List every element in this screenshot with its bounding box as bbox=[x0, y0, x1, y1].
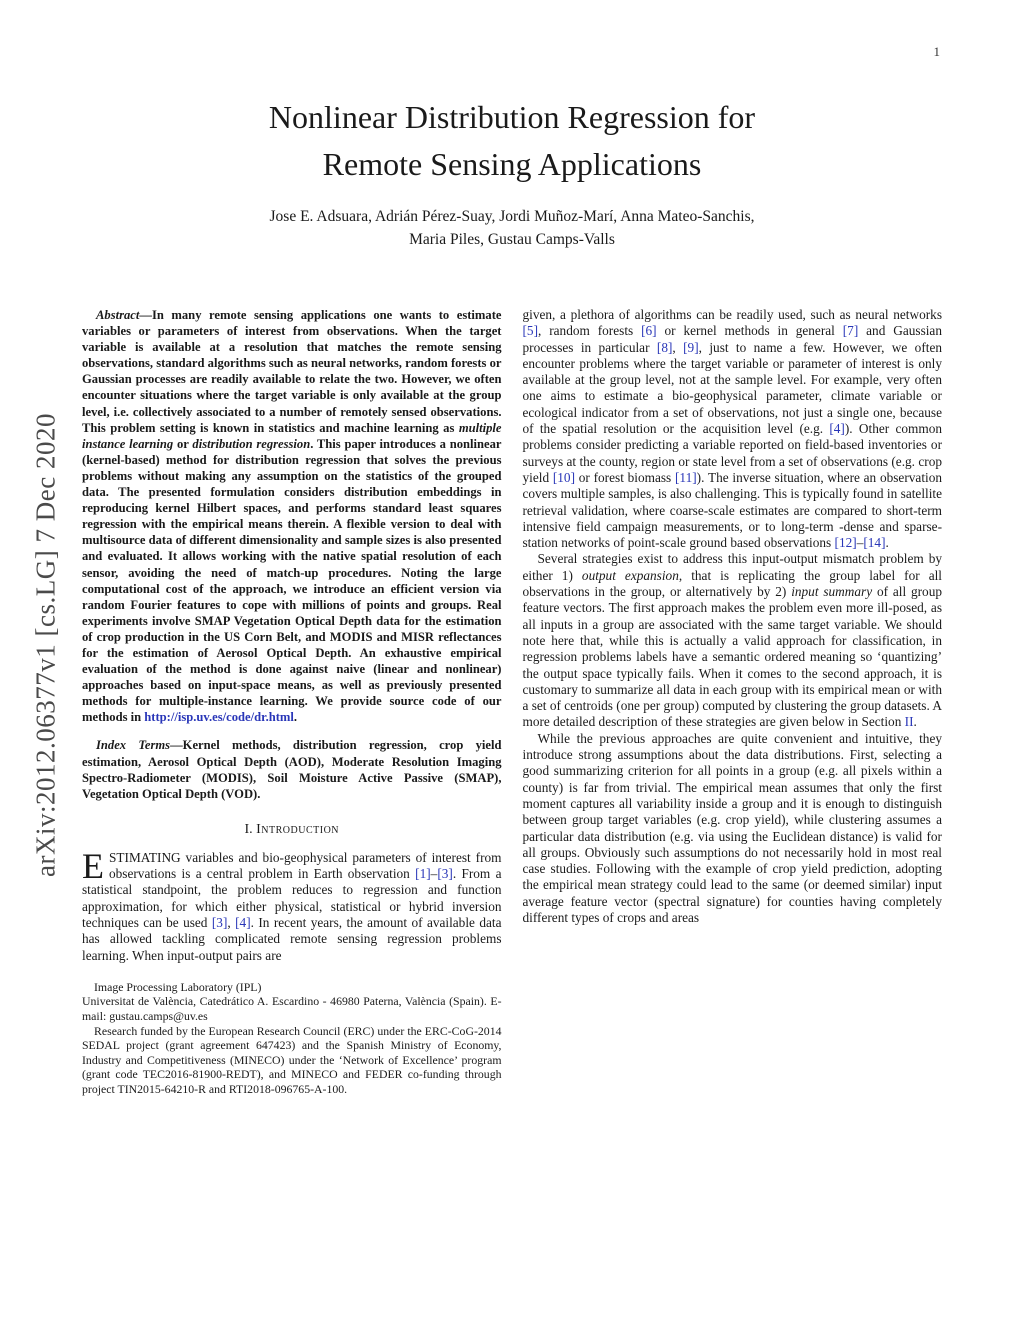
citation-link[interactable]: [1] bbox=[415, 866, 431, 882]
text-segment: , bbox=[672, 339, 684, 355]
text-segment: Abstract bbox=[96, 308, 140, 322]
text-segment: . bbox=[293, 710, 298, 725]
text-segment: and Gaussian processes in particular bbox=[522, 323, 942, 355]
paper-title-line-2: Remote Sensing Applications bbox=[322, 146, 702, 182]
text-segment: given, a plethora of algorithms can be readily used, such as neural networks bbox=[522, 307, 942, 322]
text-segment: input summary bbox=[791, 584, 873, 600]
index-terms-paragraph bbox=[82, 737, 502, 801]
text-segment: . From a statistical standpoint, the problem reduces to regression and function approximation, for which either physical, statistical or hybrid inversion techniques can be used bbox=[82, 866, 502, 930]
text-segment: , random forests bbox=[538, 323, 642, 339]
text-segment: . In recent years, the amount of available data has allowed tackling complicated remote sensing regression problems learning. When input-output pairs are bbox=[82, 915, 502, 963]
paper-title bbox=[0, 0, 1024, 188]
citation-link[interactable]: [3] bbox=[437, 866, 453, 882]
citation-link[interactable]: II bbox=[904, 714, 914, 730]
text-segment: While the previous approaches are quite convenient and intuitive, they introduce strong assumptions about the data distributions. First, selecting a good summarizing criterion for all points in a group (e.g. all pixels within a county) is far from trivial. The empirical mean assumes that only the first moment captures all variability inside a group and it is enough to distinguish between group target variables (e.g. crop yield), while clustering assumes a particular data distribution (e.g. via using the Euclidean distance) is valid for all groups. Obviously such assumptions do not necessarily hold in most real case studies. Following with the example of crop yield prediction, adopting the empirical mean strategy could lead to the same (or deemed similar) input average feature vector (spectral signature) for counties having completely different types of crops and areas bbox=[522, 730, 942, 925]
text-segment: . bbox=[913, 714, 917, 730]
text-segment: . bbox=[885, 535, 889, 551]
text-segment: – bbox=[856, 535, 864, 551]
page-number: 1 bbox=[933, 44, 940, 59]
author-list bbox=[0, 205, 1024, 251]
text-segment: or bbox=[173, 436, 193, 451]
text-segment: output expansion bbox=[581, 567, 679, 583]
citation-link[interactable]: [8] bbox=[656, 339, 673, 355]
two-column-body bbox=[0, 307, 1024, 1097]
citation-link[interactable]: [12] bbox=[834, 535, 857, 551]
citation-link[interactable]: [14] bbox=[863, 535, 886, 551]
text-segment: of all group feature vectors. The first approach makes the problem even more ill-posed, as all inputs in a group are associated with the same target variable. We should note here that, while this is actually a valid approach for classification, in regression problems labels have a semantic ordered meaning so ‘quantizing’ the output space typically fails. When it comes to the second approach, it is customary to summarize all data in each group with its empirical mean or with a set of centroids (one per group) computed by clustering the group datasets. A more detailed description of these strategies are given below in Section bbox=[522, 584, 942, 730]
right-paragraph-2 bbox=[523, 551, 943, 730]
text-segment: . This paper introduces a nonlinear (kernel-based) method for distribution regression that solves the previous problems without making any assumption on the statistics of the grouped data. The presented formulation considers distribution embeddings in reproducing kernel Hilbert spaces, and performs standard least squares regression with the empirical means therein. A flexible version to deal with multisource data of different dimensionality and sample sizes is also presented and evaluated. It allows working with the native spatial resolution of each sensor, avoiding the need of match-up procedures. Noting the large computational cost of the approach, we introduce an efficient version via random Fourier features to cope with millions of points and groups. Real experiments involve SMAP Vegetation Optical Depth data for the estimation of crop production in the US Corn Belt, and MODIS and MISR reflectances for the estimation of Aerosol Optical Depth. An exhaustive empirical evaluation of the method is done against naive (linear and nonlinear) approaches based on input-space means, as well as previously presented methods for multiple-instance learning. We provide source code of our methods in bbox=[82, 436, 502, 725]
text-segment: multiple instance learning bbox=[82, 420, 502, 451]
text-segment: – bbox=[430, 866, 438, 882]
citation-link[interactable]: [10] bbox=[552, 469, 576, 485]
citation-link[interactable]: [3] bbox=[211, 915, 228, 930]
citation-link[interactable]: [6] bbox=[641, 323, 657, 339]
text-segment: Several strategies exist to address this input-output mismatch problem by either 1) bbox=[522, 551, 942, 583]
text-segment: , that is replicating the group label for all observations in the group, or alternatively by 2) bbox=[522, 567, 943, 600]
paper-header bbox=[0, 0, 1024, 251]
footnote-line-3: Research funded by the European Research Council (ERC) under the ERC-CoG-2014 SEDAL project (grant agreement 647423) and the Spanish Ministry of Economy, Industry and Competitiveness (MINECO) under the ‘Network of Excellence’ program (grant code TEC2016-81900-REDT), and MINECO and FEDER co-funding through project TIN2015-64210-R and RTI2018-096765-A-100. bbox=[82, 1023, 502, 1097]
text-segment: STIMATING variables and bio-geophysical parameters of interest from observations is a central problem in Earth observation bbox=[109, 849, 502, 882]
citation-link[interactable]: [4] bbox=[829, 421, 845, 437]
citation-link[interactable]: [5] bbox=[522, 323, 539, 339]
author-line-2: Maria Piles, Gustau Camps-Valls bbox=[409, 231, 615, 248]
arxiv-stamp: arXiv:2012.06377v1 [cs.LG] 7 Dec 2020 bbox=[30, 413, 61, 877]
text-segment: or kernel methods in general bbox=[656, 323, 843, 339]
intro-paragraph-1 bbox=[82, 845, 502, 964]
right-paragraph-1 bbox=[523, 307, 943, 551]
footnote-block bbox=[82, 980, 502, 1097]
citation-link[interactable]: [9] bbox=[683, 339, 699, 355]
text-segment: —Kernel methods, distribution regression, crop yield estimation, Aerosol Optical Depth (AOD), Moderate Resolution Imaging Spectro-Radiometer (MODIS), Soil Moisture Active Passive (SMAP), Vegetation Optical Depth (VOD). bbox=[82, 738, 502, 801]
paper-title-line-1: Nonlinear Distribution Regression for bbox=[268, 99, 756, 135]
text-segment: Index Terms bbox=[96, 738, 171, 753]
footnote-line-2: Universitat de València, Catedrático A. Escardino - 46980 Paterna, València (Spain). E-mail: gustau.camps@uv.es bbox=[82, 994, 502, 1024]
author-line-1: Jose E. Adsuara, Adrián Pérez-Suay, Jordi Muñoz-Marí, Anna Mateo-Sanchis, bbox=[269, 208, 755, 225]
text-segment: ). Other common problems consider predicting a variable reported on field-based inventories or surveys at the county, region or state level from a set of observations (e.g. crop yield bbox=[522, 421, 942, 485]
text-segment: , bbox=[227, 915, 236, 930]
intro-paragraph-1-text bbox=[82, 845, 502, 963]
section-number: I. bbox=[244, 821, 253, 837]
text-segment: ). The inverse situation, where an observation covers multiple samples, is also challenging. This is typically found in satellite retrieval validation, where coarse-scale estimates are compared to short-term intensive field campaign measurements, or to long-term -dense and sparse- station networks of point-scale ground based observations bbox=[522, 469, 942, 551]
text-segment: , just to name a few. However, we often encounter problems where the target variable or parameter of interest is only available at the group level, not at the sample level. For example, very often one aims to estimate a bio-geophysical parameter, climate variable or ecological indicator from a set of observations, not just a single one, because of the spatial resolution or the acquisition level (e.g. bbox=[522, 339, 943, 437]
text-segment: —In many remote sensing applications one wants to estimate variables or parameters of interest from observations. When the target variable is available at a resolution that matches the remote sensing observations, standard algorithms such as neural networks, random forests or Gaussian processes are readily available to relate the two. However, we often encounter situations where the target variable is only available at the group level, i.e. collectively associated to a number of remotely sensed observations. This problem setting is known in statistics and machine learning as bbox=[82, 308, 502, 435]
footnote-line-1: Image Processing Laboratory (IPL) bbox=[94, 979, 262, 994]
text-segment: or forest biomass bbox=[575, 469, 675, 485]
left-column bbox=[82, 307, 502, 1097]
dropcap-letter: E bbox=[82, 845, 104, 886]
right-paragraph-3 bbox=[523, 731, 943, 927]
section-title: Introduction bbox=[256, 821, 340, 837]
abstract-paragraph bbox=[82, 307, 502, 725]
url-link[interactable]: http://isp.uv.es/code/dr.html bbox=[144, 710, 294, 725]
citation-link[interactable]: [11] bbox=[675, 469, 697, 485]
right-column bbox=[523, 307, 943, 1097]
text-segment: distribution regression bbox=[192, 436, 311, 451]
citation-link[interactable]: [7] bbox=[842, 323, 859, 339]
section-heading-introduction bbox=[82, 822, 502, 838]
citation-link[interactable]: [4] bbox=[235, 915, 251, 930]
